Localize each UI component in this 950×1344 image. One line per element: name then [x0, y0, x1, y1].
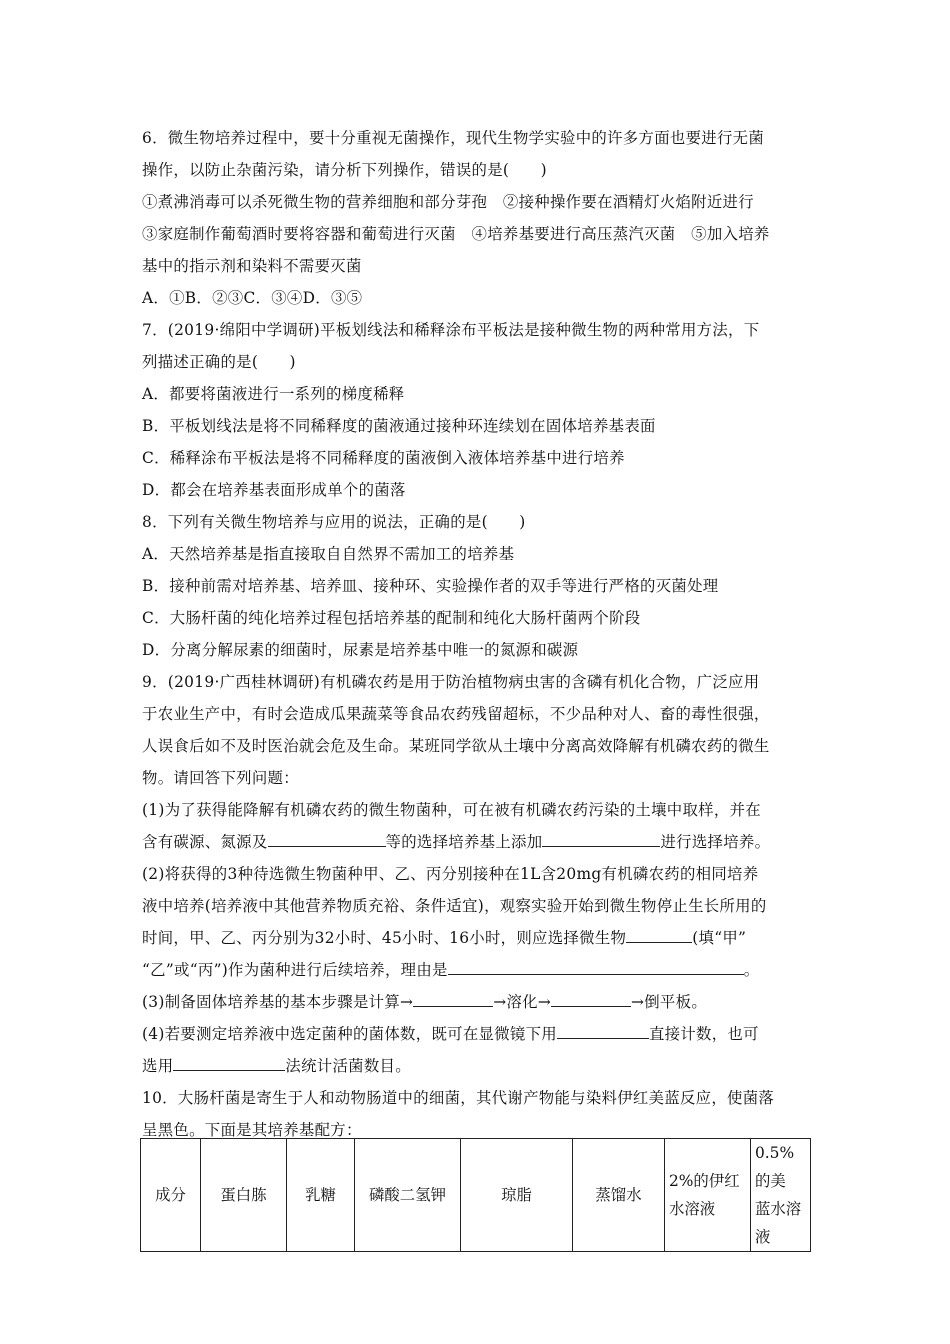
- text-segment: →倒平板。: [631, 993, 708, 1011]
- q9-part2-line-4: [142, 960, 810, 980]
- q8-option-a: A．天然培养基是指直接取自自然界不需加工的培养基: [142, 545, 515, 563]
- cell-line: 水溶液: [669, 1200, 716, 1218]
- cell-line: 蓝水溶液: [755, 1200, 802, 1246]
- q9-part2-line-3: [142, 928, 810, 948]
- q8-option-b: B．接种前需对培养基、培养皿、接种环、实验操作者的双手等进行严格的灭菌处理: [142, 577, 719, 595]
- table-cell: 乳糖: [287, 1139, 355, 1252]
- q6-statements-line-3: 基中的指示剂和染料不需要灭菌: [142, 257, 362, 275]
- cell-line: 2%的伊红: [669, 1172, 740, 1190]
- text-segment: 等的选择培养基上添加: [385, 833, 543, 851]
- text-segment: 进行选择培养。: [660, 833, 771, 851]
- table-cell: [665, 1139, 751, 1252]
- q6-statements-line-2: ③家庭制作葡萄酒时要将容器和葡萄进行灭菌 ④培养基要进行高压蒸汽灭菌 ⑤加入培养: [142, 225, 770, 243]
- table-cell: 琼脂: [461, 1139, 573, 1252]
- table-cell: 蛋白胨: [201, 1139, 287, 1252]
- answer-blank[interactable]: [626, 928, 692, 943]
- table-row: [141, 1139, 811, 1252]
- q9-part1-line-2: [142, 832, 810, 852]
- q9-part2-line-1: (2)将获得的3种待选微生物菌种甲、乙、丙分别接种在1L含20mg有机磷农药的相同培养: [142, 865, 759, 883]
- q9-stem-line-3: 人误食后如不及时医治就会危及生命。某班同学欲从土壤中分离高效降解有机磷农药的微生: [142, 737, 770, 755]
- q9-part4-line-2: [142, 1056, 810, 1076]
- text-segment: 选用: [142, 1057, 174, 1075]
- q9-stem-line-1: 9．(2019·广西桂林调研)有机磷农药是用于防治植物病虫害的含磷有机化合物，广泛应用: [142, 673, 760, 691]
- q8-option-d: D．分离分解尿素的细菌时，尿素是培养基中唯一的氮源和碳源: [142, 641, 579, 659]
- q10-stem-line-1: 10．大肠杆菌是寄生于人和动物肠道中的细菌，其代谢产物能与染料伊红美蓝反应，使菌落: [142, 1089, 775, 1107]
- text-segment: (4)若要测定培养液中选定菌种的菌体数，既可在显微镜下用: [142, 1025, 557, 1043]
- q6-options: A．①B．②③C．③④D．③⑤: [142, 289, 363, 307]
- text-segment: 直接计数，也可: [648, 1025, 759, 1043]
- q8-option-c: C．大肠杆菌的纯化培养过程包括培养基的配制和纯化大肠杆菌两个阶段: [142, 609, 641, 627]
- q6-stem-line-2: 操作，以防止杂菌污染，请分析下列操作，错误的是( ): [142, 161, 547, 179]
- cell-line: 0.5%的美: [755, 1144, 795, 1190]
- q8-stem: 8．下列有关微生物培养与应用的说法，正确的是( ): [142, 513, 526, 531]
- q10-stem-line-2: 呈黑色。下面是其培养基配方：: [142, 1121, 362, 1139]
- answer-blank[interactable]: [448, 960, 744, 975]
- text-segment: “乙”或“丙”)作为菌种进行后续培养，理由是: [142, 961, 448, 979]
- text-segment: (3)制备固体培养基的基本步骤是计算→: [142, 993, 414, 1011]
- answer-blank[interactable]: [268, 832, 386, 847]
- answer-blank[interactable]: [542, 832, 660, 847]
- text-segment: →溶化→: [493, 993, 552, 1011]
- table-cell: [751, 1139, 811, 1252]
- table-cell: 蒸馏水: [573, 1139, 665, 1252]
- q9-part2-line-2: 液中培养(培养液中其他营养物质充裕、条件适宜)，观察实验开始到微生物停止生长所用的: [142, 897, 767, 915]
- q9-part3: [142, 992, 810, 1012]
- q6-stem-line-1: 6．微生物培养过程中，要十分重视无菌操作，现代生物学实验中的许多方面也要进行无菌: [142, 129, 765, 147]
- q7-stem-line-2: 列描述正确的是( ): [142, 353, 296, 371]
- q7-option-a: A．都要将菌液进行一系列的梯度稀释: [142, 385, 405, 403]
- text-segment: 时间，甲、乙、丙分别为32小时、45小时、16小时，则应选择微生物: [142, 929, 627, 947]
- q9-stem-line-4: 物。请回答下列问题：: [142, 769, 299, 787]
- q9-part1-line-1: (1)为了获得能降解有机磷农药的微生物菌种，可在被有机磷农药污染的土壤中取样，并在: [142, 801, 761, 819]
- text-segment: 。: [743, 961, 760, 979]
- text-segment: (填“甲”: [692, 929, 747, 947]
- answer-blank[interactable]: [557, 1024, 649, 1039]
- q9-stem-line-2: 于农业生产中，有时会造成瓜果蔬菜等食品农药残留超标，不少品种对人、畜的毒性很强，: [142, 705, 770, 723]
- q7-option-c: C．稀释涂布平板法是将不同稀释度的菌液倒入液体培养基中进行培养: [142, 449, 625, 467]
- q9-part4-line-1: [142, 1024, 810, 1044]
- answer-blank[interactable]: [551, 992, 631, 1007]
- q7-stem-line-1: 7．(2019·绵阳中学调研)平板划线法和稀释涂布平板法是接种微生物的两种常用方法，下: [142, 321, 760, 339]
- text-segment: 含有碳源、氮源及: [142, 833, 268, 851]
- answer-blank[interactable]: [413, 992, 493, 1007]
- answer-blank[interactable]: [173, 1056, 285, 1071]
- medium-formula-table: [140, 1138, 811, 1252]
- text-segment: 法统计活菌数目。: [285, 1057, 411, 1075]
- q7-option-d: D．都会在培养基表面形成单个的菌落: [142, 481, 406, 499]
- q6-statements-line-1: ①煮沸消毒可以杀死微生物的营养细胞和部分芽孢 ②接种操作要在酒精灯火焰附近进行: [142, 193, 754, 211]
- table-header-cell: 成分: [141, 1139, 201, 1252]
- q7-option-b: B．平板划线法是将不同稀释度的菌液通过接种环连续划在固体培养基表面: [142, 417, 656, 435]
- table-cell: 磷酸二氢钾: [355, 1139, 461, 1252]
